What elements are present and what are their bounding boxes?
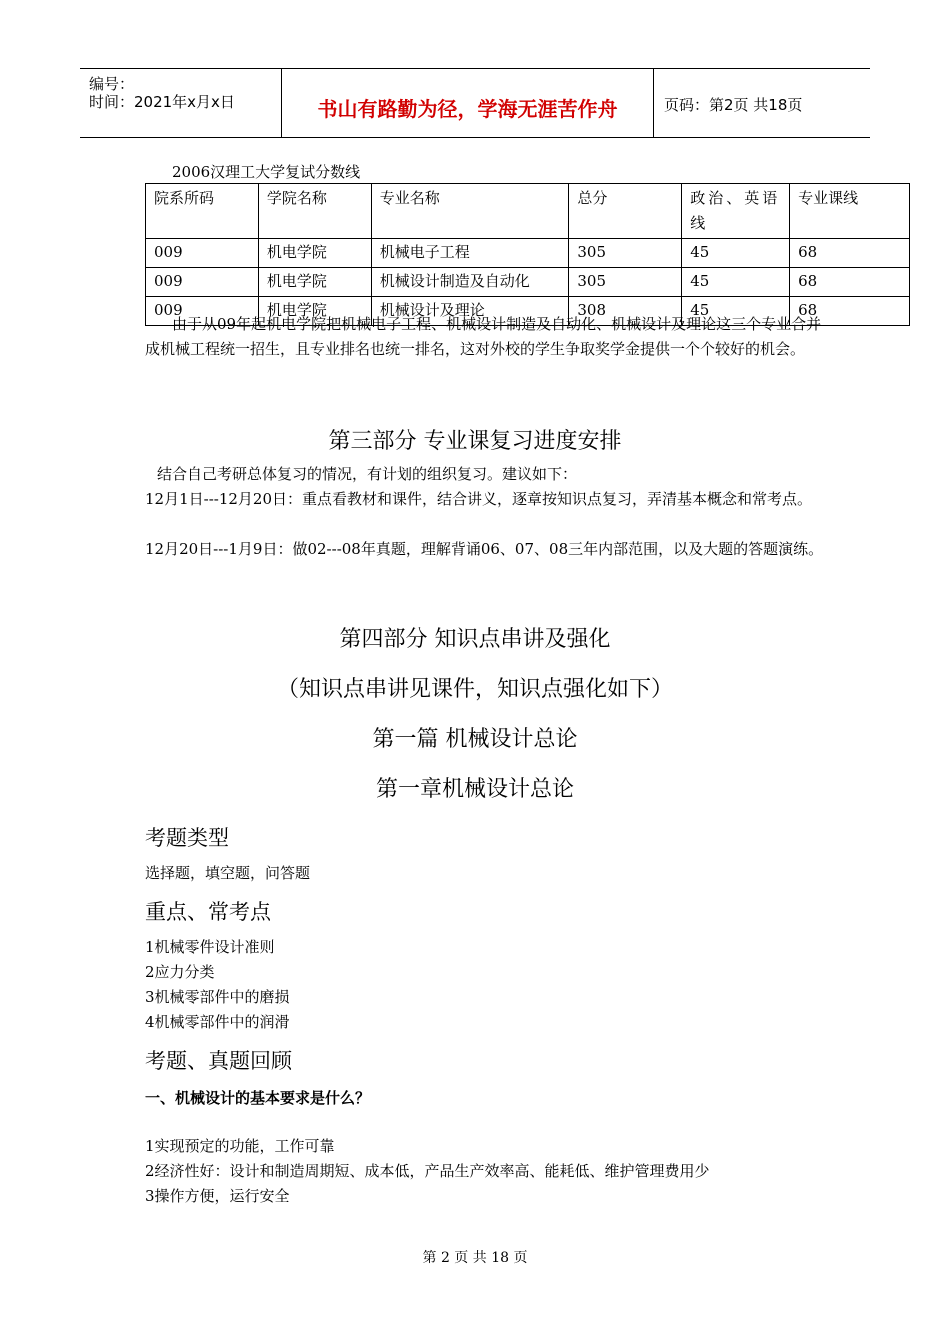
question-types-heading: 考题类型 xyxy=(145,826,229,850)
table-cell: 68 xyxy=(790,268,910,297)
number-label: 编号： xyxy=(89,75,135,93)
part3-item-2: 12月20日---1月9日：做02---08年真题，理解背诵06、07、08三年内部范围，以及大题的答题演练。 xyxy=(145,540,824,558)
part4-subtitle: （知识点串讲见课件，知识点强化如下） xyxy=(276,677,673,702)
table-row xyxy=(146,239,910,268)
table-caption: 2006汉理工大学复试分数线 xyxy=(172,163,361,181)
answer-item: 2经济性好：设计和制造周期短、成本低，产品生产效率高、能耗低、维护管理费用少 xyxy=(145,1162,710,1180)
part4-title: 第四部分 知识点串讲及强化 xyxy=(339,627,611,652)
motto-text: 书山有路勤为径，学海无涯苦作舟 xyxy=(317,97,618,121)
score-table xyxy=(145,183,910,326)
table-header-cell: 专业名称 xyxy=(371,184,569,239)
page-header xyxy=(80,68,870,138)
header-motto-cell xyxy=(282,69,654,137)
table-header-cell: 学院名称 xyxy=(258,184,371,239)
list-item: 2应力分类 xyxy=(145,963,215,981)
table-cell: 机电学院 xyxy=(258,239,371,268)
header-info-cell xyxy=(80,69,282,137)
question-1: 一、机械设计的基本要求是什么？ xyxy=(145,1089,371,1107)
table-header-cell: 院系所码 xyxy=(146,184,259,239)
table-cell: 机械设计制造及自动化 xyxy=(371,268,569,297)
table-cell: 45 xyxy=(682,297,790,326)
table-row xyxy=(146,268,910,297)
book-title: 第一篇 机械设计总论 xyxy=(372,727,578,752)
table-header-cell: 总分 xyxy=(569,184,682,239)
table-cell: 305 xyxy=(569,268,682,297)
part3-title: 第三部分 专业课复习进度安排 xyxy=(328,429,622,454)
table-header-row xyxy=(146,184,910,239)
answer-item: 3操作方便，运行安全 xyxy=(145,1187,290,1205)
table-cell: 68 xyxy=(790,239,910,268)
key-points-heading: 重点、常考点 xyxy=(145,900,271,924)
part3-item-1: 12月1日---12月20日：重点看教材和课件，结合讲义，逐章按知识点复习，弄清基本概念和常考点。 xyxy=(145,490,813,508)
list-item: 3机械零部件中的磨损 xyxy=(145,988,290,1006)
table-cell: 机电学院 xyxy=(258,268,371,297)
table-cell: 009 xyxy=(146,239,259,268)
list-item: 4机械零部件中的润滑 xyxy=(145,1013,290,1031)
chapter-title: 第一章机械设计总论 xyxy=(375,777,574,802)
table-cell: 305 xyxy=(569,239,682,268)
table-cell: 009 xyxy=(146,297,259,326)
note-paragraph: 由于从09年起机电学院把机械电子工程、机械设计制造及自动化、机械设计及理论这三个专业合并成机械工程统一招生，且专业排名也统一排名，这对外校的学生争取奖学金提供一个个较好的机会。 xyxy=(145,315,822,358)
part3-intro: 结合自己考研总体复习的情况，有计划的组织复习。建议如下： xyxy=(157,465,578,483)
answer-item: 1实现预定的功能，工作可靠 xyxy=(145,1137,335,1155)
header-page-cell xyxy=(654,69,870,137)
table-cell: 009 xyxy=(146,268,259,297)
page-label: 页码：第2页 共18页 xyxy=(664,96,803,114)
table-header-cell: 专业课线 xyxy=(790,184,910,239)
table-cell: 68 xyxy=(790,297,910,326)
table-cell: 45 xyxy=(682,239,790,268)
page-footer: 第 2 页 共 18 页 xyxy=(422,1250,528,1266)
table-cell: 45 xyxy=(682,268,790,297)
table-cell: 机械设计及理论 xyxy=(371,297,569,326)
list-item: 1机械零件设计准则 xyxy=(145,938,275,956)
question-types-text: 选择题，填空题，问答题 xyxy=(145,864,311,882)
table-cell: 机械电子工程 xyxy=(371,239,569,268)
table-header-cell: 政治、英语线 xyxy=(682,184,790,239)
review-heading: 考题、真题回顾 xyxy=(145,1049,292,1073)
table-cell: 机电学院 xyxy=(258,297,371,326)
table-cell: 308 xyxy=(569,297,682,326)
time-label: 时间：2021年x月x日 xyxy=(89,93,235,111)
